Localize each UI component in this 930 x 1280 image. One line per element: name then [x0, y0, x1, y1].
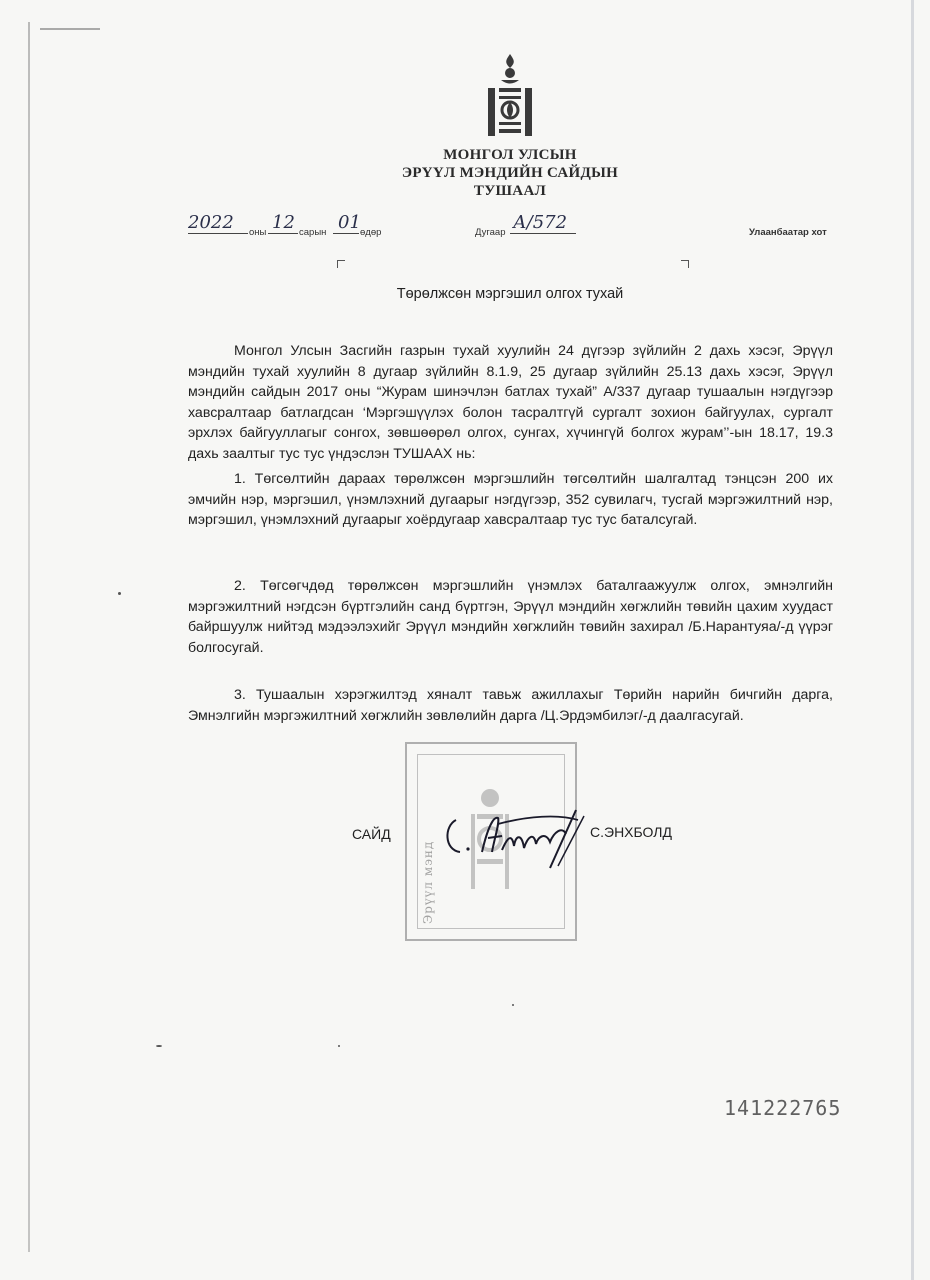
subject-corner-right [681, 260, 689, 268]
clause-3: 3. Тушаалын хэрэгжилтэд хяналт тавьж ажиллахыг Төрийн нарийн бичгийн дарга, Эмнэлгийн мэргэжилтний хөгжлийн зөвлөлийн дарга /Ц.Эрдэмбилэг/-д даалгасугай. [188, 687, 833, 724]
ministry-heading-line2: ЭРҮҮЛ МЭНДИЙН САЙДЫН [401, 165, 619, 181]
date-day-underline [333, 233, 359, 234]
scan-speck [156, 1045, 162, 1047]
document-serial-number: 141222765 [724, 1096, 842, 1120]
date-month-underline [268, 233, 298, 234]
order-meta-line [188, 212, 848, 242]
scan-speck [338, 1045, 340, 1047]
city-label: Улаанбаатар хот [749, 227, 827, 238]
date-day-label: өдөр [360, 227, 382, 238]
order-number-handwritten: А/572 [513, 212, 568, 233]
clause-2: 2. Төгсөгчдөд төрөлжсөн мэргэшлийн үнэмлэх баталгаажуулж олгох, эмнэлгийн мэргэжилтний нэгдсэн бүртгэлийн санд бүртгэн, Эрүүл мэндийн хөгжлийн төвийн цахим хуудаст байршуулж нийтэд мэдээлэхийг Эрүүл мэндийн хөгжлийн төвийн захирал /Б.Нарантуяа/-д үүрэг болгосугай. [188, 578, 833, 656]
stamp-text: Эрүүл мэнд [421, 840, 435, 924]
order-number-label: Дугаар [475, 227, 506, 238]
subject-corner-left [337, 260, 345, 268]
date-day-handwritten: 01 [338, 212, 361, 233]
date-year-handwritten: 2022 [188, 212, 234, 233]
date-year-label: оны [249, 227, 267, 238]
scan-edge-right [911, 0, 914, 1280]
signatory-title: САЙД [352, 826, 391, 842]
scan-speck [118, 592, 121, 595]
state-emblem-icon [486, 52, 534, 140]
date-year-underline [188, 233, 248, 234]
order-number-underline [510, 233, 576, 234]
ministry-heading-line1: МОНГОЛ УЛСЫН [443, 147, 577, 163]
order-subject: Төрөлжсөн мэргэшил олгох тухай [396, 286, 624, 302]
date-month-handwritten: 12 [272, 212, 295, 233]
handwritten-signature [438, 796, 598, 874]
clause-1: 1. Төгсөлтийн дараах төрөлжсөн мэргэшлийн төгсөлтийн шалгалтад тэнцсэн 200 их эмчийн нэр, мэргэшил, үнэмлэхний дугаарыг нэгдүгээр, 352 сувилагч, тусгай мэргэжилтний нэр, мэргэшил, үнэмлэхний дугаарыг хоёрдугаар хавсралтаар тус тус баталсугай. [188, 471, 833, 528]
scan-speck [512, 1004, 514, 1006]
date-month-label: сарын [299, 227, 327, 238]
ministry-heading-line3: ТУШААЛ [473, 183, 547, 199]
scan-edge-top [40, 28, 100, 30]
preamble-paragraph: Монгол Улсын Засгийн газрын тухай хуулийн 24 дүгээр зүйлийн 2 дахь хэсэг, Эрүүл мэндийн тухай хуулийн 8 дугаар зүйлийн 8.1.9, 25 дугаар зүйлийн 25.13 дахь хэсэг, Эрүүл мэндийн сайдын 2017 оны “Журам шинэчлэн батлах тухай” А/337 дугаар тушаалын нэгдүгээр хавсралтаар батлагдсан ‘Мэргэшүүлэх болон тасралтгүй сургалт зохион байгуулах, сургалт эрхлэх байгууллагыг сонгох, зөвшөөрөл олгох, сунгах, хүчингүй болгох журам’’-ын 18.17, 19.3 дахь заалтыг тус тус үндэслэн ТУШААХ нь: [188, 343, 833, 462]
signatory-name: С.ЭНХБОЛД [590, 824, 672, 840]
scan-edge-left [28, 22, 30, 1252]
